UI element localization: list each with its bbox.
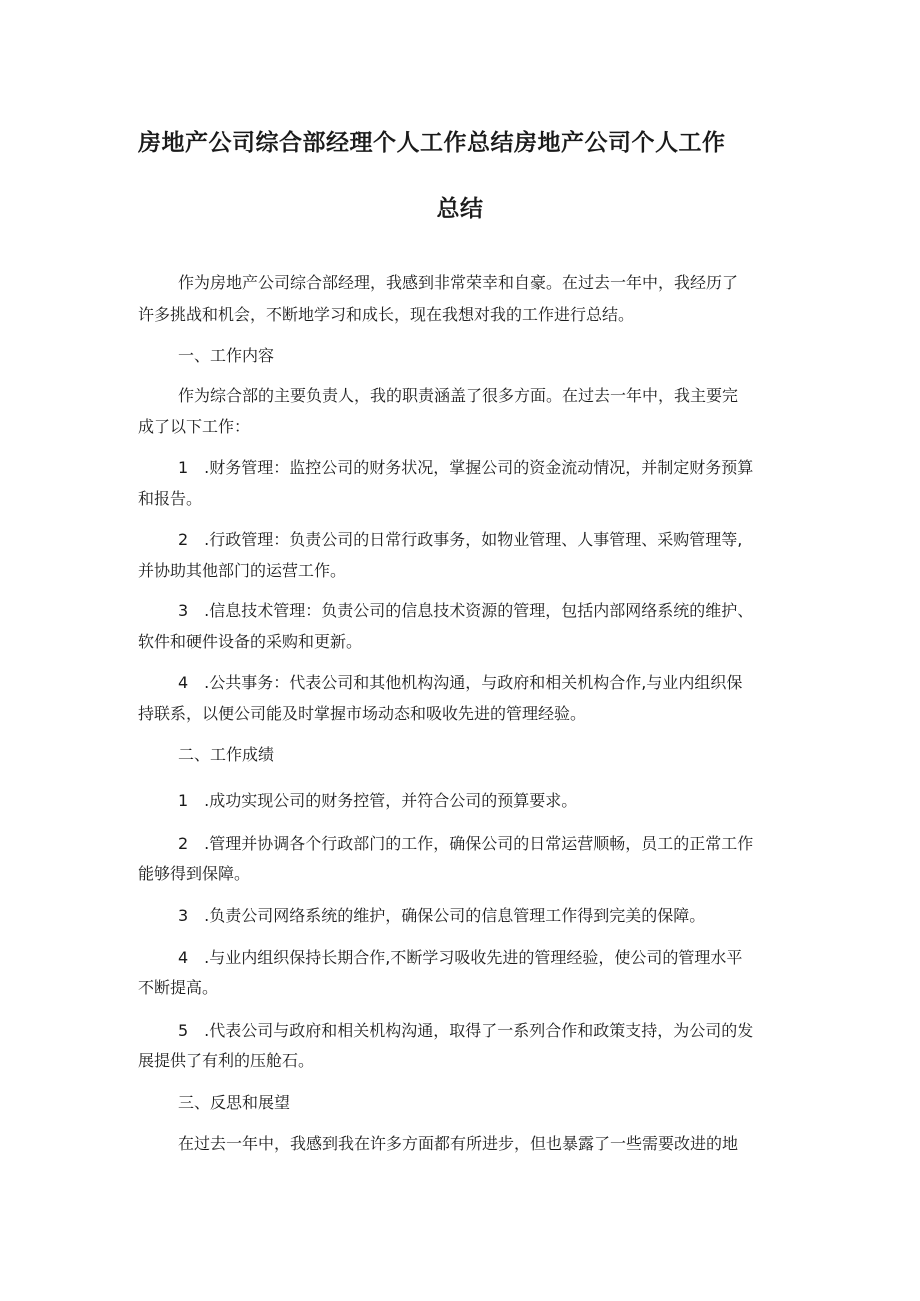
list-item-line: 软件和硬件设备的采购和更新。 [138,632,363,651]
section-heading: 一、工作内容 [178,346,275,365]
list-item-line: 展提供了有利的压舱石。 [138,1051,315,1070]
list-item-line: 4 .与业内组织保持长期合作,不断学习吸收先进的管理经验，使公司的管理水平 [178,948,743,967]
document-title-line1: 房地产公司综合部经理个人工作总结房地产公司个人工作 [138,130,726,156]
body-line: 作为房地产公司综合部经理，我感到非常荣幸和自豪。在过去一年中，我经历了 [178,273,739,292]
list-item-line: 持联系，以便公司能及时掌握市场动态和吸收先进的管理经验。 [138,704,587,723]
list-item-line: 4 .公共事务：代表公司和其他机构沟通，与政府和相关机构合作,与业内组织保 [178,673,743,692]
body-line: 作为综合部的主要负责人，我的职责涵盖了很多方面。在过去一年中，我主要完 [178,386,739,405]
section-heading: 三、反思和展望 [178,1093,291,1112]
body-line: 许多挑战和机会，不断地学习和成长，现在我想对我的工作进行总结。 [138,305,635,324]
list-item-line: 3 .信息技术管理：负责公司的信息技术资源的管理，包括内部网络系统的维护、 [178,601,754,620]
list-item-line: 3 .负责公司网络系统的维护，确保公司的信息管理工作得到完美的保障。 [178,906,706,925]
list-item-line: 5 .代表公司与政府和相关机构沟通，取得了一系列合作和政策支持，为公司的发 [178,1021,754,1040]
document-title-line2: 总结 [436,196,484,222]
list-item-line: 不断提高。 [138,978,219,997]
list-item-line: 并协助其他部门的运营工作。 [138,561,347,580]
list-item-line: 能够得到保障。 [138,864,251,883]
list-item-line: 和报告。 [138,489,203,508]
list-item-line: 2 .行政管理：负责公司的日常行政事务，如物业管理、人事管理、采购管理等, [178,530,743,549]
body-line: 在过去一年中，我感到我在许多方面都有所进步，但也暴露了一些需要改进的地 [178,1134,739,1153]
body-line: 成了以下工作： [138,417,251,436]
list-item-line: 1 .成功实现公司的财务控管，并符合公司的预算要求。 [178,791,578,810]
list-item-line: 1 .财务管理：监控公司的财务状况，掌握公司的资金流动情况，并制定财务预算 [178,458,754,477]
section-heading: 二、工作成绩 [178,745,275,764]
list-item-line: 2 .管理并协调各个行政部门的工作，确保公司的日常运营顺畅，员工的正常工作 [178,834,754,853]
